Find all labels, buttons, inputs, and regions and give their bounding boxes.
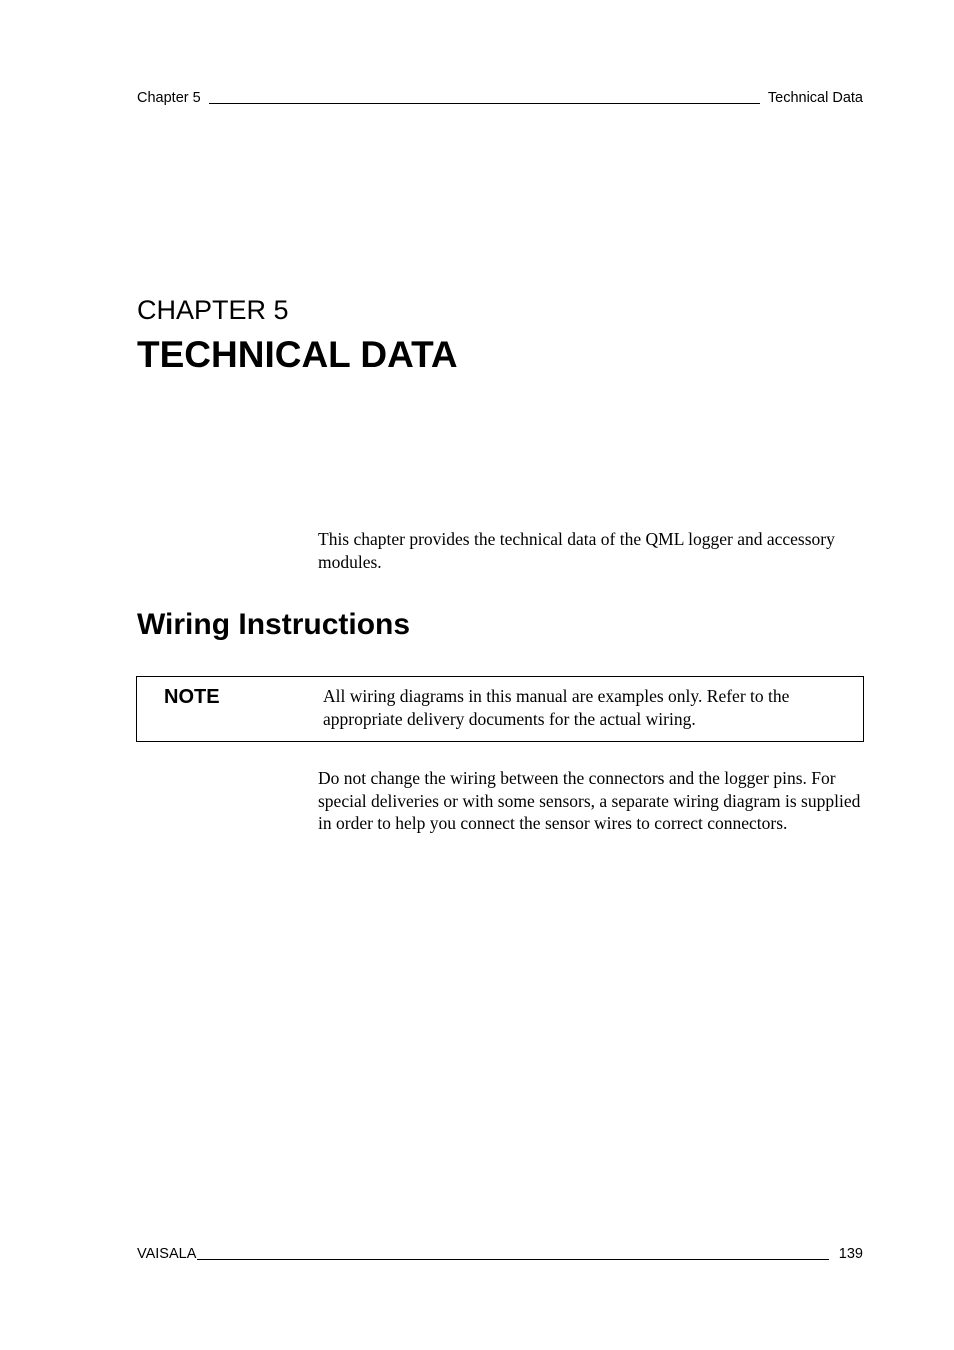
page-header	[137, 87, 863, 107]
chapter-label: CHAPTER 5	[137, 295, 289, 325]
footer-rule	[197, 1259, 828, 1260]
section-heading: Wiring Instructions	[137, 608, 411, 641]
chapter-title: TECHNICAL DATA	[137, 334, 458, 375]
header-chapter: Chapter 5	[137, 90, 201, 106]
page-footer	[137, 1243, 863, 1263]
note-label: NOTE	[164, 686, 220, 708]
footer-company: VAISALA	[137, 1246, 197, 1262]
page-number: 139	[838, 1246, 863, 1262]
header-rule	[209, 103, 760, 104]
header-section-title: Technical Data	[767, 90, 863, 106]
wiring-paragraph: Do not change the wiring between the connectors and the logger pins. For special deliveries or with some sensors, a separate wiring diagram is supplied in order to help you connect the sensor wires to correct connectors.	[318, 768, 861, 833]
intro-paragraph: This chapter provides the technical data of the QML logger and accessory modules.	[318, 529, 835, 572]
note-box	[136, 676, 864, 742]
note-text: All wiring diagrams in this manual are examples only. Refer to the appropriate delivery documents for the actual wiring.	[323, 686, 790, 729]
